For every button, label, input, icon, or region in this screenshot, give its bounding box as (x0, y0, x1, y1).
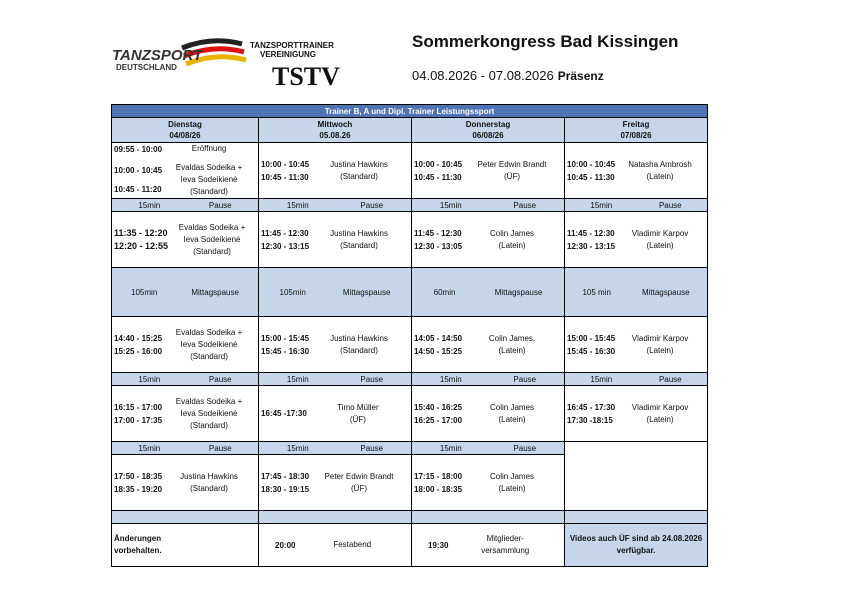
date-range-text: 04.08.2026 - 07.08.2026 (412, 68, 554, 83)
slot-cell: 14:40 - 15:25 15:25 - 16:00 Evaldas Sodeika + Ieva Sodeikienė (Standard) (112, 317, 259, 373)
slot-cell: 10:00 - 10:45 10:45 - 11:30 Justina Hawkins (Standard) (259, 143, 412, 199)
date-range (412, 68, 604, 83)
svg-text:TSTV: TSTV (272, 62, 340, 90)
slot-cell: 15:00 - 15:45 15:45 - 16:30 Justina Hawkins (Standard) (259, 317, 412, 373)
pause-cell: 15min Pause (565, 373, 708, 386)
svg-text:DEUTSCHLAND: DEUTSCHLAND (116, 63, 177, 72)
lunch-cell: 105 min Mittagspause (565, 268, 708, 317)
slot-cell: 16:45 -17:30 Timo Müller (ÜF) (259, 386, 412, 442)
day-header: Dienstag 04/08/26 (112, 118, 259, 143)
pause-cell: 15min Pause (412, 442, 565, 455)
tstv-logo (250, 40, 340, 90)
pause-cell: 15min Pause (112, 442, 259, 455)
festabend-cell: 20:00 Festabend (259, 524, 412, 567)
day-header: Donnerstag 06/08/26 (412, 118, 565, 143)
slot-cell: 17:45 - 18:30 18:30 - 19:15 Peter Edwin Brandt (ÜF) (259, 455, 412, 511)
spacer-cell (565, 511, 708, 524)
svg-text:VEREINIGUNG: VEREINIGUNG (260, 50, 317, 59)
day-header: Freitag 07/08/26 (565, 118, 708, 143)
pause-cell-empty (565, 442, 708, 455)
spacer-cell (112, 511, 259, 524)
lunch-cell: 105min Mittagspause (112, 268, 259, 317)
tanzsport-deutschland-logo (112, 38, 252, 78)
slot-cell: 17:15 - 18:00 18:00 - 18:35 Colin James (Latein) (412, 455, 565, 511)
day-header: Mittwoch 05.08.26 (259, 118, 412, 143)
slot-cell-empty (565, 455, 708, 511)
pause-cell: 15min Pause (112, 199, 259, 212)
spacer-cell (259, 511, 412, 524)
slot-cell: 11:45 - 12:30 12:30 - 13:15 Justina Hawkins (Standard) (259, 212, 412, 268)
page-title: Sommerkongress Bad Kissingen (412, 32, 679, 51)
schedule-table (111, 104, 708, 567)
svg-text:TANZSPORTTRAINER: TANZSPORTTRAINER (250, 41, 334, 50)
mode-label: Präsenz (557, 69, 604, 83)
lunch-cell: 105min Mittagspause (259, 268, 412, 317)
mitgliederversammlung-cell: 19:30 Mitglieder- versammlung (412, 524, 565, 567)
slot-cell: 11:35 - 12:20 12:20 - 12:55 Evaldas Sodeika + Ieva Sodeikienė (Standard) (112, 212, 259, 268)
lunch-cell: 60min Mittagspause (412, 268, 565, 317)
pause-cell: 15min Pause (259, 199, 412, 212)
slot-cell: 10:00 - 10:45 10:45 - 11:30 Natasha Ambrosh (Latein) (565, 143, 708, 199)
changes-note: Änderungen vorbehalten. (112, 524, 259, 567)
slot-cell: 16:15 - 17:00 17:00 - 17:35 Evaldas Sodeika + Ieva Sodeikienė (Standard) (112, 386, 259, 442)
videos-note: Videos auch ÜF sind ab 24.08.2026 verfügbar. (565, 524, 708, 567)
pause-cell: 15min Pause (259, 373, 412, 386)
pause-cell: 15min Pause (259, 442, 412, 455)
slot-cell: 11:45 - 12:30 12:30 - 13:05 Colin James (Latein) (412, 212, 565, 268)
table-header: Trainer B, A und Dipl. Trainer Leistungssport (112, 105, 708, 118)
slot-cell: 14:05 - 14:50 14:50 - 15:25 Colin James. (Latein) (412, 317, 565, 373)
pause-cell: 15min Pause (412, 373, 565, 386)
pause-cell: 15min Pause (565, 199, 708, 212)
spacer-cell (412, 511, 565, 524)
slot-cell: 15:00 - 15:45 15:45 - 16:30 Vladimir Karpov (Latein) (565, 317, 708, 373)
slot-cell: 15:40 - 16:25 16:25 - 17:00 Colin James (Latein) (412, 386, 565, 442)
slot-cell: 09:55 - 10:00 Eröffnung 10:00 - 10:45 10:45 - 11:20 Evaldas Sodeika + Ieva Sodeikienė (Standard) (112, 143, 259, 199)
slot-cell: 17:50 - 18:35 18:35 - 19:20 Justina Hawkins (Standard) (112, 455, 259, 511)
slot-cell: 16:45 - 17:30 17:30 -18:15 Vladimir Karpov (Latein) (565, 386, 708, 442)
slot-cell: 11:45 - 12:30 12:30 - 13:15 Vladimir Karpov (Latein) (565, 212, 708, 268)
pause-cell: 15min Pause (112, 373, 259, 386)
svg-text:TANZSPORT: TANZSPORT (112, 47, 203, 64)
pause-cell: 15min Pause (412, 199, 565, 212)
slot-cell: 10:00 - 10:45 10:45 - 11:30 Peter Edwin Brandt (ÜF) (412, 143, 565, 199)
